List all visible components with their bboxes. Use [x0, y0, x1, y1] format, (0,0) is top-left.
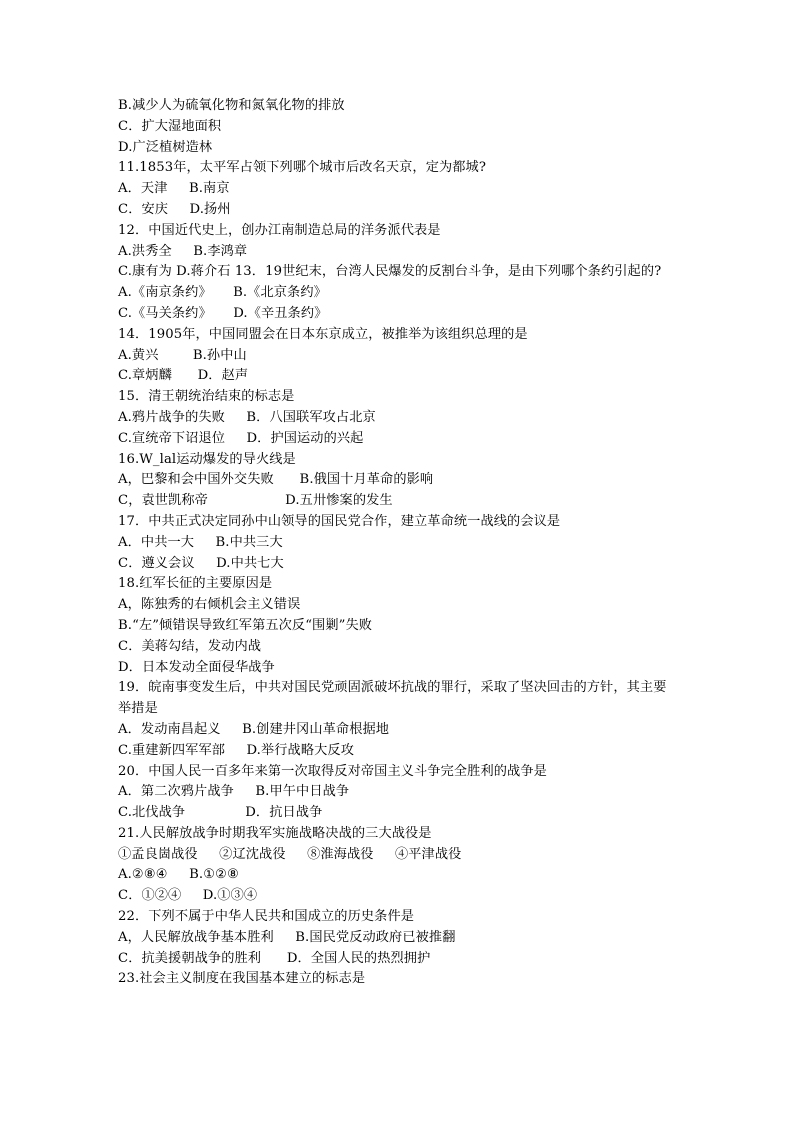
option-line: B.“左”倾错误导致红军第五次反“围剿”失败: [118, 617, 373, 633]
question-line: C.康有为 D.蒋介石 13．19世纪末，台湾人民爆发的反割台斗争，是由下列哪个条约引起的?: [118, 264, 662, 280]
question-line: 22．下列不属于中华人民共和国成立的历史条件是: [118, 909, 415, 925]
option-line: C.宣统帝下诏退位 D．护国运动的兴起: [118, 430, 364, 446]
option-line: A.鸦片战争的失败 B．八国联军攻占北京: [118, 409, 376, 425]
option-line: A.黄兴 B.孙中山: [118, 347, 247, 363]
option-line: A，陈独秀的右倾机会主义错误: [118, 597, 301, 613]
document-body: [118, 96, 678, 990]
option-line: C．安庆 D.扬州: [118, 201, 231, 217]
option-line: A．发动南昌起义 B.创建井冈山革命根据地: [118, 721, 390, 737]
option-line: C，袁世凯称帝 D.五卅惨案的发生: [118, 493, 393, 509]
question-line: 17．中共正式决定同孙中山领导的国民党合作，建立革命统一战线的会议是: [118, 513, 561, 529]
option-line: A，人民解放战争基本胜利 B.国民党反动政府已被推翻: [118, 929, 456, 945]
option-line: A．天津 B.南京: [118, 181, 230, 197]
option-line: A.洪秀全 B.李鸿章: [118, 243, 248, 259]
question-line: 16.W_lal运动爆发的导火线是: [118, 451, 296, 467]
option-line: D．日本发动全面侵华战争: [118, 659, 275, 675]
question-line: 15．清王朝统治结束的标志是: [118, 389, 295, 405]
question-line: 23.社会主义制度在我国基本建立的标志是: [118, 971, 366, 987]
option-line: C.重建新四军军部 D.举行战略大反攻: [118, 742, 354, 758]
option-line: C.《马关条约》 D.《辛丑条约》: [118, 305, 328, 321]
option-line: C.北伐战争 D．抗日战争: [118, 805, 323, 821]
option-line: C．抗美援朝战争的胜利 D．全国人民的热烈拥护: [118, 950, 431, 966]
option-line: A.②⑧④ B.①②⑧: [118, 867, 239, 883]
option-line: A，巴黎和会中国外交失败 B.俄国十月革命的影响: [118, 472, 434, 488]
option-line: C．遵义会议 D.中共七大: [118, 555, 284, 571]
option-line: C．美蒋勾结，发动内战: [118, 638, 262, 654]
question-line: 14．1905年，中国同盟会在日本东京成立，被推举为该组织总理的是: [118, 326, 528, 342]
option-line: A.《南京条约》 B.《北京条约》: [118, 285, 327, 301]
question-line: 18.红军长征的主要原因是: [118, 576, 273, 592]
option-line: ①孟良崮战役 ②辽沈战役 ⑧淮海战役 ④平津战役: [118, 846, 462, 862]
question-line: 20．中国人民一百多年来第一次取得反对帝国主义斗争完全胜利的战争是: [118, 763, 547, 779]
option-line: A．第二次鸦片战争 B.甲午中日战争: [118, 784, 350, 800]
option-line: B.减少人为硫氧化物和氮氧化物的排放: [118, 98, 345, 113]
question-line: 19．皖南事变发生后，中共对国民党顽固派破坏抗战的罪行，采取了坚决回击的方针，其主要举措是: [118, 680, 667, 717]
option-line: C．①②④ D.①③④: [118, 888, 258, 904]
option-line: A．中共一大 B.中共三大: [118, 534, 283, 550]
question-line: 11.1853年，太平军占领下列哪个城市后改名天京，定为都城?: [118, 160, 487, 176]
option-line: C．扩大湿地面积: [118, 118, 222, 134]
question-line: 21.人民解放战争时期我军实施战略决战的三大战役是: [118, 825, 432, 841]
question-line: 12．中国近代史上，创办江南制造总局的洋务派代表是: [118, 222, 441, 238]
option-line: C.章炳麟 D．赵声: [118, 368, 249, 384]
option-line: D.广泛植树造林: [118, 139, 213, 155]
